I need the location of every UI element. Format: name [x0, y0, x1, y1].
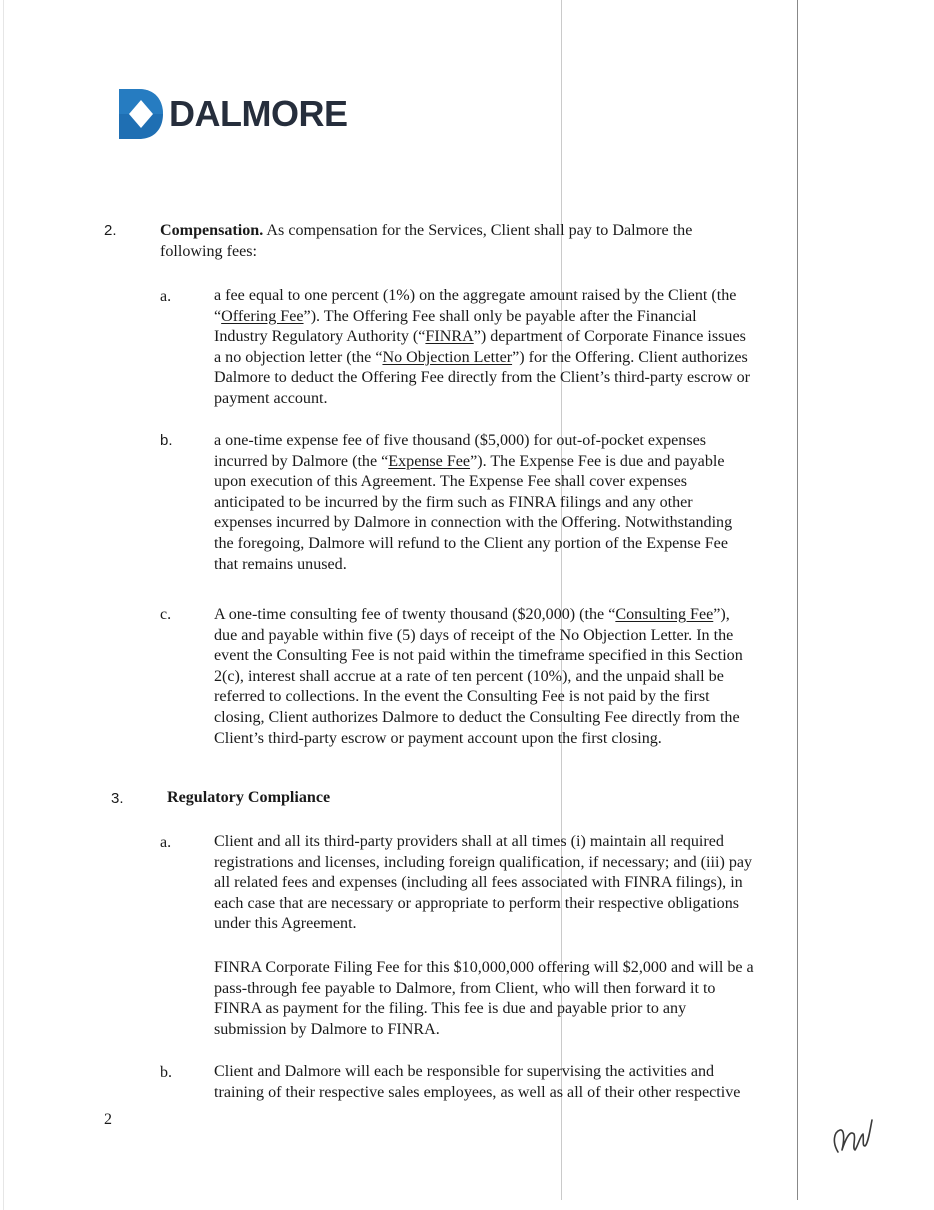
- text-line: [214, 452, 732, 473]
- brand-name: DALMORE: [169, 93, 348, 134]
- section-3-heading: [167, 788, 330, 809]
- section-number: 3.: [111, 790, 124, 807]
- dalmore-diamond-icon: [119, 89, 163, 139]
- text-line: [214, 605, 743, 626]
- text-segment: expenses incurred by Dalmore in connection with the Offering. Notwithstanding: [214, 514, 733, 532]
- text-line: [214, 914, 752, 935]
- text-line: [214, 979, 754, 1000]
- text-segment: submission by Dalmore to FINRA.: [214, 1020, 440, 1038]
- text-segment: Client and all its third-party providers shall at all times (i) maintain all required: [214, 833, 724, 850]
- text-segment: FINRA as payment for the filing. This fee is due and payable prior to any: [214, 1000, 687, 1018]
- item-letter: a.: [160, 834, 172, 851]
- text-line: [214, 389, 750, 410]
- text-segment: ”). The Offering Fee shall only be payable after the Financial: [303, 307, 697, 325]
- text-segment: ”) for the Offering. Client authorizes: [512, 348, 748, 366]
- item-3a-text: [214, 832, 752, 935]
- text-line: [214, 493, 732, 514]
- lead-text: following fees:: [160, 242, 257, 260]
- text-segment: anticipated to be incurred by the firm such as FINRA filings and any other: [214, 493, 693, 511]
- text-segment: under this Agreement.: [214, 915, 357, 933]
- text-line: [214, 873, 752, 894]
- item-3b-text: [214, 1062, 740, 1103]
- text-line: [214, 708, 743, 729]
- item-2a-text: [214, 286, 750, 410]
- text-segment: a no objection letter (the “: [214, 348, 383, 366]
- defined-term: Expense Fee: [388, 452, 471, 470]
- item-letter: a.: [160, 288, 172, 305]
- item-letter: b.: [160, 432, 173, 449]
- text-line: [214, 667, 743, 688]
- scan-artifact-line: [797, 0, 798, 1200]
- scan-edge: [3, 0, 4, 1210]
- text-segment: Industry Regulatory Authority (“: [214, 328, 426, 346]
- text-line: [214, 348, 750, 369]
- text-line: [214, 534, 732, 555]
- text-line: [214, 646, 743, 667]
- item-2b-text: [214, 431, 732, 575]
- text-segment: A one-time consulting fee of twenty thousand ($20,000) (the “: [214, 606, 616, 623]
- page-number: 2: [104, 1111, 112, 1128]
- text-line: [214, 687, 743, 708]
- lead-text: As compensation for the Services, Client shall pay to Dalmore the: [263, 222, 693, 239]
- defined-term: No Objection Letter: [382, 348, 513, 366]
- item-2c-text: [214, 605, 743, 749]
- text-segment: ”) department of Corporate Finance issues: [473, 328, 746, 346]
- text-segment: the foregoing, Dalmore will refund to the Client any portion of the Expense Fee: [214, 534, 728, 552]
- text-segment: payment account.: [214, 389, 328, 407]
- text-segment: pass-through fee payable to Dalmore, from Client, who will then forward it to: [214, 979, 716, 997]
- text-segment: ”),: [713, 606, 730, 623]
- section-title: Regulatory Compliance: [167, 789, 331, 806]
- text-line: [214, 958, 754, 979]
- text-line: [214, 1020, 754, 1041]
- text-line: [214, 729, 743, 750]
- text-segment: training of their respective sales employees, as well as all of their other respective: [214, 1083, 741, 1101]
- text-line: [214, 832, 752, 853]
- text-segment: all related fees and expenses (including all fees associated with FINRA filings), in: [214, 874, 743, 892]
- text-segment: FINRA Corporate Filing Fee for this $10,000,000 offering will $2,000 and will be a: [214, 959, 754, 976]
- item-3a-extra-text: [214, 958, 754, 1040]
- text-segment: that remains unused.: [214, 555, 347, 573]
- text-line: [214, 431, 732, 452]
- text-segment: Client and Dalmore will each be responsible for supervising the activities and: [214, 1063, 715, 1080]
- text-line: [214, 368, 750, 389]
- text-line: [214, 894, 752, 915]
- text-segment: registrations and licenses, including foreign qualification, if necessary; and (iii) pay: [214, 853, 753, 871]
- defined-term: Consulting Fee: [615, 606, 714, 623]
- text-line: [214, 853, 752, 874]
- section-title: Compensation.: [160, 222, 264, 239]
- text-segment: ”). The Expense Fee is due and payable: [470, 452, 725, 470]
- text-line: [214, 555, 732, 576]
- text-line: [214, 1062, 740, 1083]
- text-segment: Dalmore to deduct the Offering Fee directly from the Client’s third-party escrow or: [214, 369, 750, 387]
- text-line: [214, 1083, 740, 1104]
- text-segment: a one-time expense fee of five thousand ($5,000) for out-of-pocket expenses: [214, 432, 707, 449]
- text-segment: each case that are necessary or appropriate to perform their respective obligations: [214, 894, 740, 912]
- item-letter: c.: [160, 606, 172, 623]
- text-segment: “: [214, 307, 222, 325]
- defined-term: FINRA: [425, 328, 474, 346]
- text-segment: upon execution of this Agreement. The Expense Fee shall cover expenses: [214, 473, 687, 491]
- text-segment: Client’s third-party escrow or payment account upon the first closing.: [214, 729, 662, 747]
- text-line: [214, 472, 732, 493]
- text-line: [214, 327, 750, 348]
- text-segment: due and payable within five (5) days of receipt of the No Objection Letter. In the: [214, 626, 734, 644]
- text-segment: closing, Client authorizes Dalmore to deduct the Consulting Fee directly from the: [214, 708, 740, 726]
- text-segment: event the Consulting Fee is not paid within the timeframe specified in this Section: [214, 647, 743, 665]
- item-letter: b.: [160, 1064, 172, 1081]
- text-line: [214, 286, 750, 307]
- text-segment: incurred by Dalmore (the “: [214, 452, 389, 470]
- defined-term: Offering Fee: [221, 307, 304, 325]
- text-line: [214, 513, 732, 534]
- text-line: [214, 999, 754, 1020]
- text-segment: referred to collections. In the event the Consulting Fee is not paid by the first: [214, 688, 710, 706]
- text-segment: 2(c), interest shall accrue at a rate of ten percent (10%), and the unpaid shall be: [214, 667, 724, 685]
- section-number: 2.: [104, 222, 117, 239]
- dalmore-logo: [119, 89, 348, 139]
- handwritten-initials: [830, 1112, 876, 1160]
- text-line: [214, 307, 750, 328]
- text-segment: a fee equal to one percent (1%) on the aggregate amount raised by the Client (the: [214, 287, 737, 304]
- section-2-lead: [160, 221, 692, 262]
- text-line: [214, 626, 743, 647]
